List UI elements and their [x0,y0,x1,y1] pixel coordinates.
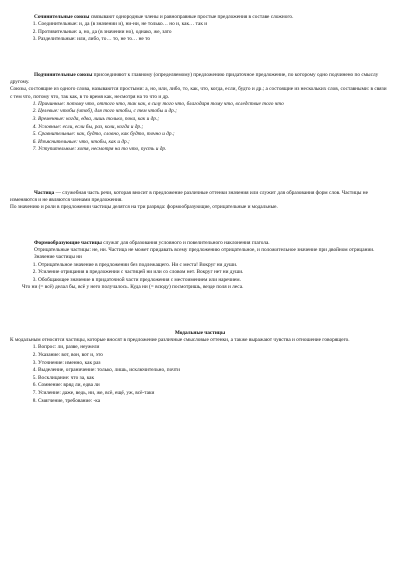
text: служат для образования условного и повелительного наклонения глагола. [101,240,270,246]
term: Сочинительные союзы [34,14,90,20]
list-item: 5. Сравнительные: как, будто, словно, как будто, точно и др.; [38,131,390,139]
list-item: 3. Разделительные: или, либо, то… то, не то… не то [38,36,390,44]
list-item: 8. Смягчение, требование: -ка [38,398,390,406]
term: Частица [34,190,55,196]
list-item: 2. Противительные: а, но, да (в значении но), однако, же, зато [38,29,390,37]
paragraph [10,190,390,204]
list-item: 2. Усиление отрицания в предложении с частицей ни или со словом нет. Вокруг нет ни души. [38,269,390,277]
list-item: 3. Обобщающее значение в придаточной части предложения с местоимением или наречием. [38,277,390,285]
term: Формообразующие частицы [34,240,102,246]
list-item: 4. Выделение, ограничение: только, лишь, исключительно, почти [38,367,390,375]
section-subordinating-conjunctions [10,72,390,154]
paragraph: Отрицательные частицы: не, ни. Частица не может придавать всему предложению отрицательное, и положительное значение при двойном отрицании. [34,247,375,254]
section-particle [10,190,390,212]
list-item: 3. Временные: когда, едва, лишь только, пока, как и др.; [38,116,390,124]
subheading: Значение частицы ни [34,254,82,261]
list-item: 1. Соединительные: и, да (в значении и), ни-ни, не только… но и, как… так и [38,21,390,29]
paragraph: Что ни (= всё) делал бы, всё у него получалось. Куда ни (= всюду) посмотришь, везде поля и леса. [22,284,244,291]
paragraph: По значению и роли в предложении частицы делятся на три разряда: формообразующие, отрицательные и модальные. [10,204,278,211]
list-item: 6. Сомнение: вряд ли, едва ли [38,382,390,390]
section-heading: Модальные частицы [174,330,226,336]
list-item: 1. Причинные: потому что, оттого что, так как, в силу того что, благодаря тому что, вследствие того что [38,101,390,109]
paragraph [10,72,390,86]
list-item: 7. Усиление: даже, ведь, ни, же, всё, ещё, уж, всё-таки [38,390,390,398]
text: — служебная часть речи, которая вносит в предложение различные оттенки значения или служит для образования форм слов. Частицы не изменяются и не являются членами предложения. [10,190,368,204]
list [10,344,390,405]
text: присоединяют к главному (определяемому) предложению придаточное предложение, по которому одно подчинено по смыслу другому. [10,72,379,86]
list [10,101,390,154]
list-item: 2. Целевые: чтобы (чтоб), для того чтобы, с тем чтобы и др.; [38,108,390,116]
list [10,21,390,44]
paragraph: К модальным относятся частицы, которые вносят в предложение различные смысловые оттенки, а также выражают чувства и отношение говорящего. [10,337,350,344]
section-coordinating-conjunctions [10,14,390,44]
list-item: 7. Уступительные: хотя, несмотря на то что, пусть и др. [38,146,390,154]
term: Подчинительные союзы [34,72,93,78]
list-item: 4. Условные: если, если бы, раз, коли, когда и др.; [38,124,390,132]
paragraph: Союзы, состоящие из одного слова, называются простыми: а, но, или, либо, то, как, что, когда, если, будто и др.; а состоящие из нескольких слов, составными: в связи с тем что, потому что, так как, в то время как, несмотря на то что и др. [10,86,387,100]
list-item: 6. Изъяснительные: что, чтобы, как и др.; [38,139,390,147]
text: связывают однородные члены и равноправные простые предложения в составе сложного. [89,14,294,20]
list-item: 3. Уточнение: именно, как раз [38,360,390,368]
section-modal-particles [10,330,390,405]
list [10,262,390,285]
list-item: 5. Восклицание: что за, как [38,375,390,383]
list-item: 2. Указание: вот, вон, вот и, это [38,352,390,360]
list-item: 1. Отрицательное значение в предложении без подлежащего. Ни с места! Вокруг ни души. [38,262,390,270]
list-item: 1. Вопрос: ли, разве, неужели [38,344,390,352]
section-form-particles [10,240,390,292]
